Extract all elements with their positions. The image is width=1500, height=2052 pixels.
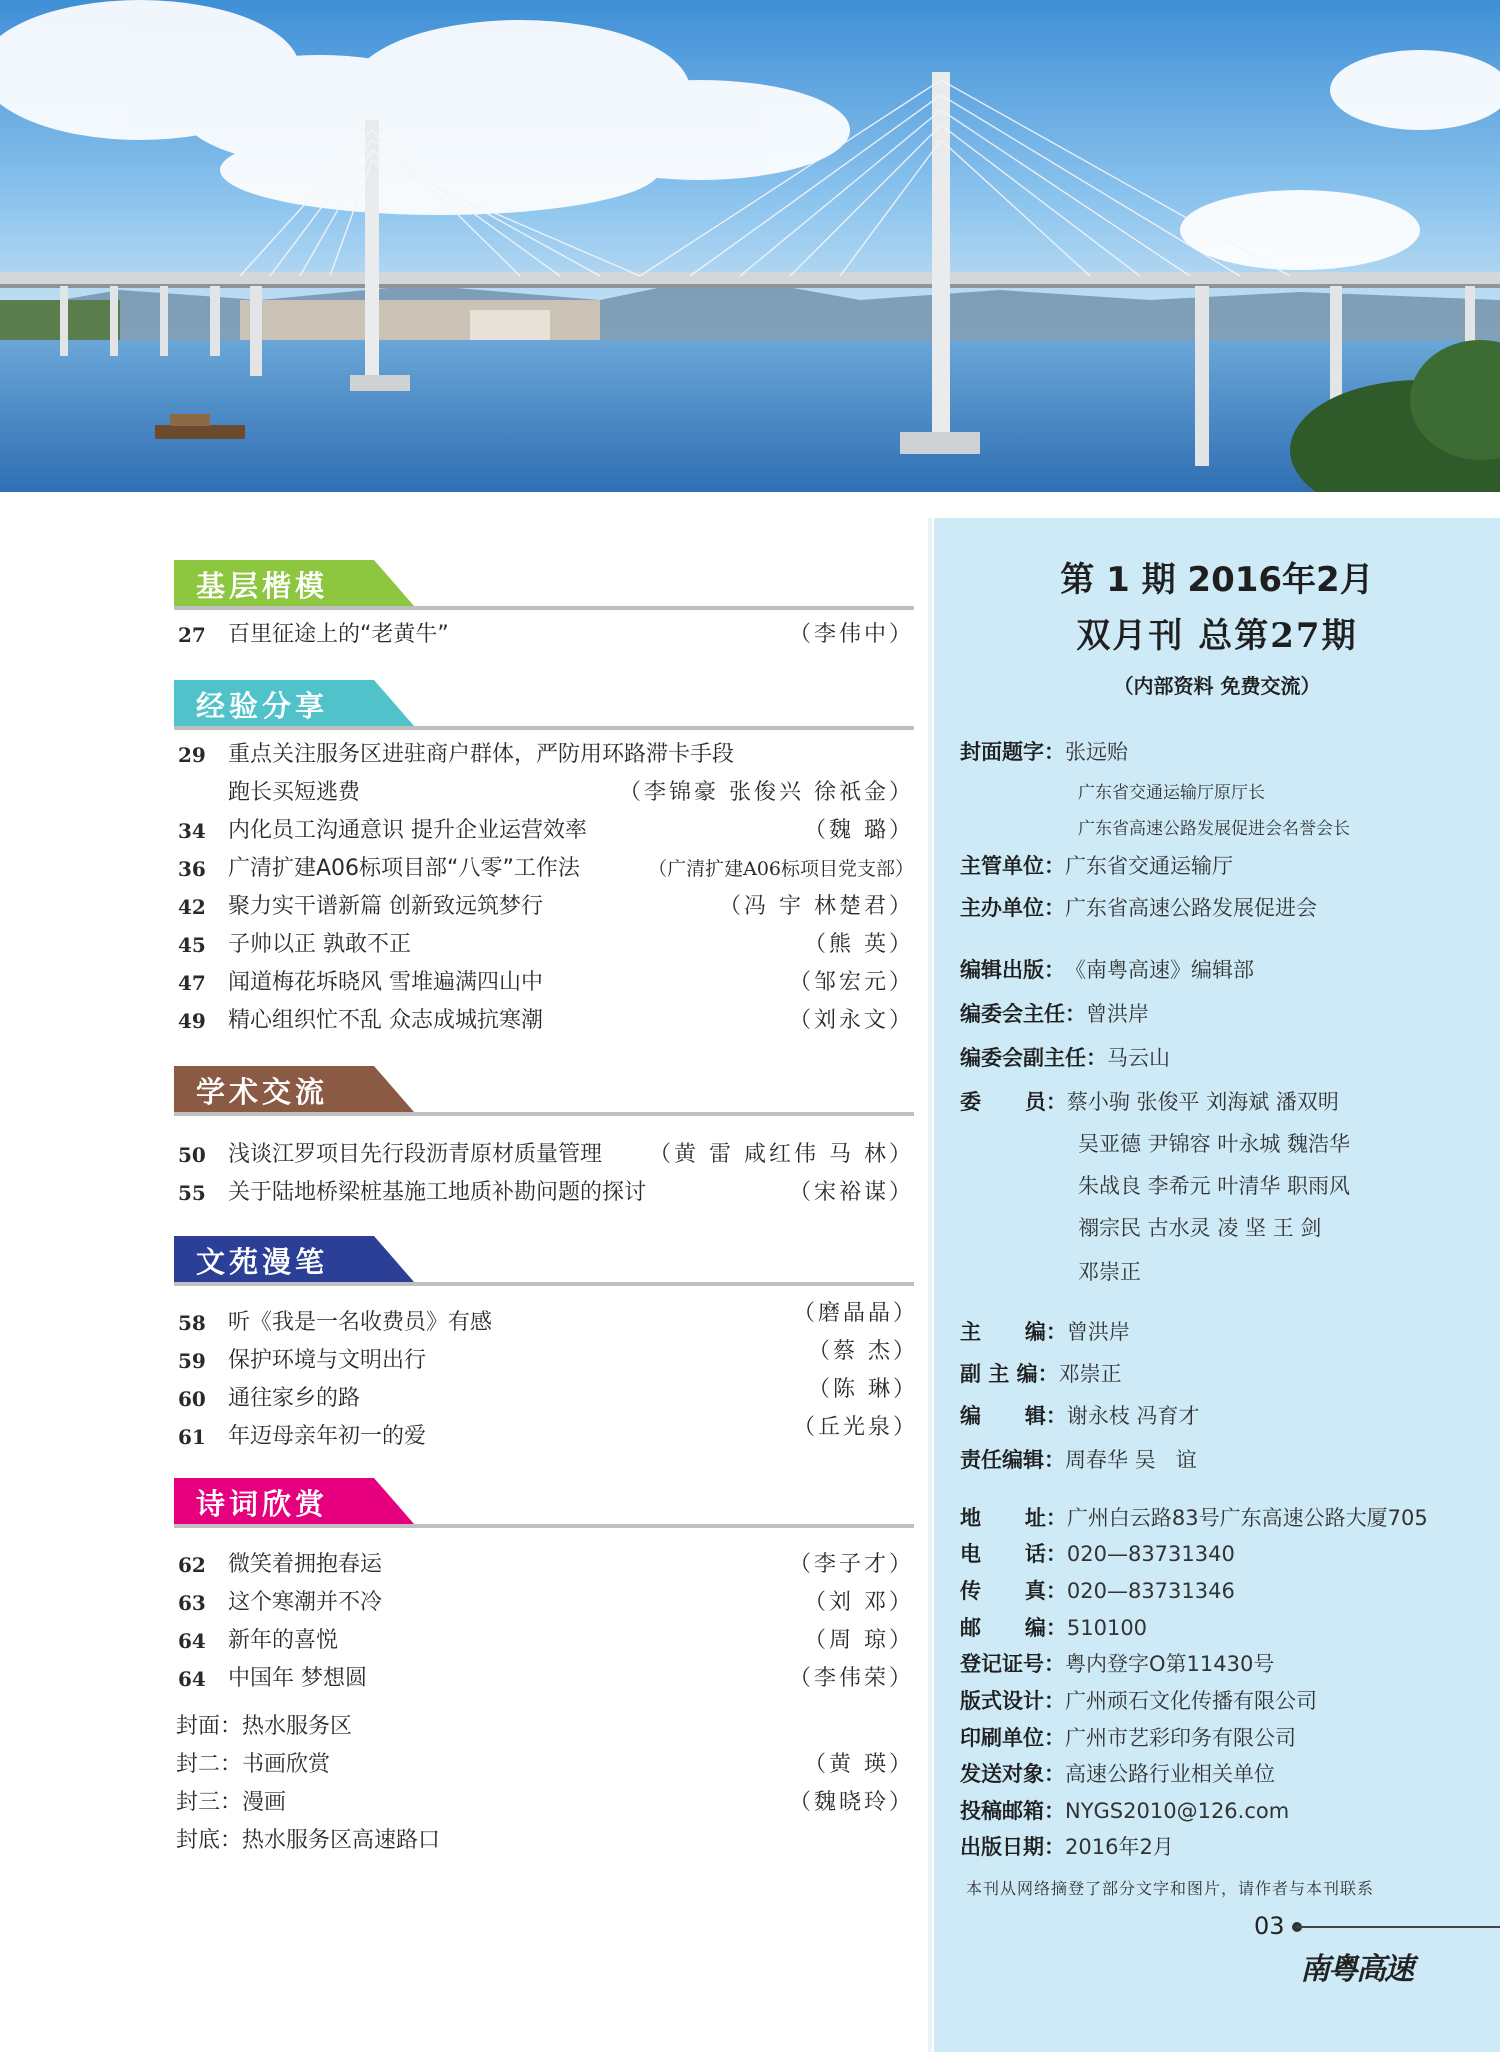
toc-entry[interactable] <box>178 928 918 962</box>
email-info[interactable] <box>960 1797 1289 1825</box>
toc-page-number: 29 <box>178 743 206 767</box>
toc-title: 关于陆地桥梁桩基施工地质补勘问题的探讨 <box>228 1180 647 1205</box>
info-label: 封面题字： <box>960 740 1065 764</box>
toc-title: 闻道梅花坼晓风 雪堆遍满四山中 <box>228 970 543 995</box>
toc-author: （周 琼） <box>804 1628 914 1653</box>
toc-author: （刘 邓） <box>804 1590 914 1615</box>
section-tab-4 <box>174 1236 414 1282</box>
cover-credit <box>176 1710 918 1744</box>
distribution-info <box>960 1760 1275 1788</box>
toc-title: 浅谈江罗项目先行段沥青原材质量管理 <box>228 1142 603 1167</box>
toc-page-number: 64 <box>178 1629 206 1653</box>
toc-author: （磨晶晶） <box>792 1301 918 1326</box>
toc-author: （冯 宇 林楚君） <box>719 894 914 919</box>
design-info <box>960 1687 1317 1715</box>
toc-author: （李伟荣） <box>788 1666 914 1691</box>
toc-title: 年迈母亲年初一的爱 <box>228 1424 427 1449</box>
info-label: 编辑出版： <box>960 958 1065 982</box>
toc-author: （熊 英） <box>804 932 914 957</box>
chief-editor-info <box>960 1318 1130 1346</box>
toc-entry[interactable] <box>178 738 918 772</box>
cover-credit-label: 封二：书画欣赏 <box>176 1752 331 1777</box>
info-value: 蔡小驹 张俊平 刘海斌 潘双明 <box>1066 1090 1339 1114</box>
toc-author: （黄 雷 咸红伟 马 林） <box>649 1142 914 1167</box>
info-value: 020—83731340 <box>1066 1542 1235 1566</box>
section-rule <box>174 1524 914 1528</box>
section-title: 诗词欣赏 <box>196 1487 329 1521</box>
section-tab-1 <box>174 560 414 606</box>
info-label: 邮 编： <box>960 1616 1067 1640</box>
toc-page-number: 59 <box>178 1349 206 1373</box>
info-label: 主办单位： <box>960 896 1065 920</box>
section-title: 基层楷模 <box>196 569 329 603</box>
info-value: 高速公路行业相关单位 <box>1065 1762 1275 1786</box>
issue-frequency: 双月刊 总第27期 <box>1076 616 1358 656</box>
toc-page-number: 62 <box>178 1553 206 1577</box>
magazine-logo: 南粤高速 <box>1300 1952 1412 1987</box>
info-value: 广州白云路83号广东高速公路大厦705 <box>1066 1506 1428 1530</box>
toc-page-number: 47 <box>178 971 206 995</box>
section-tab-3 <box>174 1066 414 1112</box>
info-label: 投稿邮箱： <box>960 1799 1065 1823</box>
responsible-editor-info <box>960 1446 1197 1474</box>
toc-entry[interactable] <box>178 1548 918 1582</box>
toc-entry[interactable] <box>178 1176 918 1210</box>
toc-author: （广清扩建A06标项目党支部） <box>648 858 914 880</box>
toc-title: 百里征途上的“老黄牛” <box>228 622 449 647</box>
email-link[interactable]: NYGS2010@126.com <box>1065 1799 1290 1823</box>
toc-page-number: 58 <box>178 1311 206 1335</box>
page-rule <box>1296 1926 1500 1928</box>
cover-credit-label: 封底：热水服务区高速路口 <box>176 1828 441 1853</box>
info-label: 编委会主任： <box>960 1002 1086 1026</box>
toc-entry[interactable] <box>178 1586 918 1620</box>
section-rule <box>174 1282 914 1286</box>
members-line: 吴亚德 尹锦容 叶永城 魏浩华 <box>1078 1132 1351 1156</box>
toc-entry[interactable] <box>178 1344 918 1378</box>
toc-author: （李伟中） <box>788 622 914 647</box>
section-tab-5 <box>174 1478 414 1524</box>
cover-credit <box>176 1748 918 1782</box>
page-number: 03 <box>1254 1912 1285 1940</box>
toc-entry[interactable] <box>178 776 918 810</box>
vice-director-info <box>960 1044 1170 1072</box>
info-label: 发送对象： <box>960 1762 1065 1786</box>
toc-author: （刘永文） <box>788 1008 914 1033</box>
toc-title: 内化员工沟通意识 提升企业运营效率 <box>228 818 587 843</box>
info-label: 出版日期： <box>960 1835 1065 1859</box>
cover-title-sub: 广东省高速公路发展促进会名誉会长 <box>1078 819 1350 839</box>
info-value: 马云山 <box>1107 1046 1170 1070</box>
info-value: 周春华 吴 谊 <box>1065 1448 1197 1472</box>
info-value: 邓崇正 <box>1058 1362 1122 1386</box>
section-rule <box>174 726 914 730</box>
toc-page-number: 34 <box>178 819 206 843</box>
toc-title: 听《我是一名收费员》有感 <box>228 1310 493 1335</box>
toc-entry[interactable] <box>178 1624 918 1658</box>
info-value: 曾洪岸 <box>1086 1002 1149 1026</box>
toc-entry[interactable] <box>178 1662 918 1696</box>
sponsor-info <box>960 894 1317 922</box>
info-value: 谢永枝 冯育才 <box>1066 1404 1200 1428</box>
issue-number: 第 1 期 2016年2月 <box>1060 560 1374 600</box>
toc-page-number: 45 <box>178 933 206 957</box>
toc-title: 子帅以正 孰敢不正 <box>228 932 411 957</box>
section-title: 经验分享 <box>196 689 329 723</box>
toc-page-number: 61 <box>178 1425 206 1449</box>
cover-title-sub: 广东省交通运输厅原厅长 <box>1078 783 1265 803</box>
members-info <box>960 1088 1339 1116</box>
toc-entry[interactable] <box>178 966 918 1000</box>
info-label: 委 员： <box>960 1090 1067 1114</box>
toc-entry[interactable] <box>178 1138 918 1172</box>
info-value: 广州顽石文化传播有限公司 <box>1065 1689 1317 1713</box>
toc-title: 新年的喜悦 <box>228 1628 339 1653</box>
cover-title-credit <box>960 738 1128 766</box>
info-value: 粤内登字O第11430号 <box>1065 1652 1275 1676</box>
toc-page-number: 42 <box>178 895 206 919</box>
toc-author: （宋裕谋） <box>788 1180 914 1205</box>
toc-entry[interactable] <box>178 1004 918 1038</box>
toc-entry[interactable] <box>178 814 918 848</box>
info-label: 地 址： <box>960 1506 1067 1530</box>
cover-credit-author: （魏晓玲） <box>788 1790 914 1815</box>
info-label: 电 话： <box>960 1542 1067 1566</box>
members-line: 禤宗民 古水灵 凌 坚 王 剑 <box>1078 1216 1322 1240</box>
registration-info <box>960 1650 1274 1678</box>
toc-title: 通往家乡的路 <box>228 1386 361 1411</box>
info-value: 广东省高速公路发展促进会 <box>1065 896 1317 920</box>
toc-author: （邹宏元） <box>788 970 914 995</box>
section-tab-2 <box>174 680 414 726</box>
publisher-info <box>960 956 1254 984</box>
toc-title: 重点关注服务区进驻商户群体，严防用环路滞卡手段 <box>228 742 735 767</box>
toc-author: （魏 璐） <box>804 818 914 843</box>
info-label: 编 辑： <box>960 1404 1067 1428</box>
cover-credit-label: 封面：热水服务区 <box>176 1714 353 1739</box>
info-value: 《南粤高速》编辑部 <box>1065 958 1254 982</box>
info-label: 印刷单位： <box>960 1726 1065 1750</box>
info-value: 广东省交通运输厅 <box>1065 854 1233 878</box>
section-header-3 <box>174 1066 914 1126</box>
info-label: 版式设计： <box>960 1689 1065 1713</box>
toc-page-number: 63 <box>178 1591 206 1615</box>
info-value: 广州市艺彩印务有限公司 <box>1065 1726 1296 1750</box>
toc-page-number: 36 <box>178 857 206 881</box>
info-label: 编委会副主任： <box>960 1046 1107 1070</box>
fax-info <box>960 1577 1235 1605</box>
info-value: 510100 <box>1066 1616 1148 1640</box>
section-title: 学术交流 <box>196 1075 329 1109</box>
info-label: 主管单位： <box>960 854 1065 878</box>
phone-info <box>960 1540 1235 1568</box>
info-label: 副 主 编： <box>960 1362 1059 1386</box>
bridge-illustration <box>0 0 1500 492</box>
members-line: 朱战良 李希元 叶清华 职雨风 <box>1078 1174 1351 1198</box>
disclaimer: 本刊从网络摘登了部分文字和图片，请作者与本刊联系 <box>966 1879 1375 1898</box>
issue-note: （内部资料 免费交流） <box>1113 674 1321 698</box>
toc-page-number: 50 <box>178 1143 206 1167</box>
printer-info <box>960 1724 1296 1752</box>
cover-credit-author: （黄 瑛） <box>804 1752 914 1777</box>
supervisor-info <box>960 852 1233 880</box>
section-header-4 <box>174 1236 914 1296</box>
toc-entry[interactable] <box>178 618 918 652</box>
members-line: 邓崇正 <box>1078 1260 1141 1284</box>
toc-page-number: 64 <box>178 1667 206 1691</box>
toc-title: 微笑着拥抱春运 <box>228 1552 383 1577</box>
toc-page-number: 60 <box>178 1387 206 1411</box>
toc-author: （蔡 杰） <box>808 1339 918 1364</box>
deputy-editor-info <box>960 1360 1122 1388</box>
info-value: 2016年2月 <box>1065 1835 1174 1859</box>
director-info <box>960 1000 1149 1028</box>
toc-title: 精心组织忙不乱 众志成城抗寒潮 <box>228 1008 543 1033</box>
toc-title: 中国年 梦想圆 <box>228 1666 367 1691</box>
toc-page-number: 49 <box>178 1009 206 1033</box>
toc-author: （丘光泉） <box>792 1415 918 1440</box>
cover-credit <box>176 1824 918 1858</box>
section-header-2 <box>174 680 914 740</box>
info-value: 020—83731346 <box>1066 1579 1235 1603</box>
toc-title: 跑长买短逃费 <box>228 780 361 805</box>
toc-entry[interactable] <box>178 852 918 886</box>
toc-title: 这个寒潮并不冷 <box>228 1590 383 1615</box>
toc-author: （李子才） <box>788 1552 914 1577</box>
editor-info <box>960 1402 1200 1430</box>
toc-page-number: 55 <box>178 1181 206 1205</box>
cover-credit-label: 封三：漫画 <box>176 1790 287 1815</box>
info-value: 曾洪岸 <box>1066 1320 1130 1344</box>
date-info <box>960 1833 1174 1861</box>
toc-title: 广清扩建A06标项目部“八零”工作法 <box>228 856 580 881</box>
section-rule <box>174 1112 914 1116</box>
toc-author: （李锦豪 张俊兴 徐祇金） <box>619 780 914 805</box>
panel-divider <box>928 518 932 2052</box>
section-rule <box>174 606 914 610</box>
info-label: 传 真： <box>960 1579 1067 1603</box>
section-header-1 <box>174 560 914 620</box>
cover-photo-bridge <box>0 0 1500 492</box>
info-label: 登记证号： <box>960 1652 1065 1676</box>
info-label: 责任编辑： <box>960 1448 1065 1472</box>
zip-info <box>960 1614 1147 1642</box>
section-header-5 <box>174 1478 914 1538</box>
info-value: 张远贻 <box>1065 740 1128 764</box>
section-title: 文苑漫笔 <box>196 1245 329 1279</box>
info-label: 主 编： <box>960 1320 1067 1344</box>
toc-author: （陈 琳） <box>808 1377 918 1402</box>
toc-page-number: 27 <box>178 623 206 647</box>
toc-entry[interactable] <box>178 890 918 924</box>
address-info <box>960 1504 1428 1532</box>
cover-credit <box>176 1786 918 1820</box>
toc-title: 保护环境与文明出行 <box>228 1348 427 1373</box>
toc-title: 聚力实干谱新篇 创新致远筑梦行 <box>228 894 543 919</box>
